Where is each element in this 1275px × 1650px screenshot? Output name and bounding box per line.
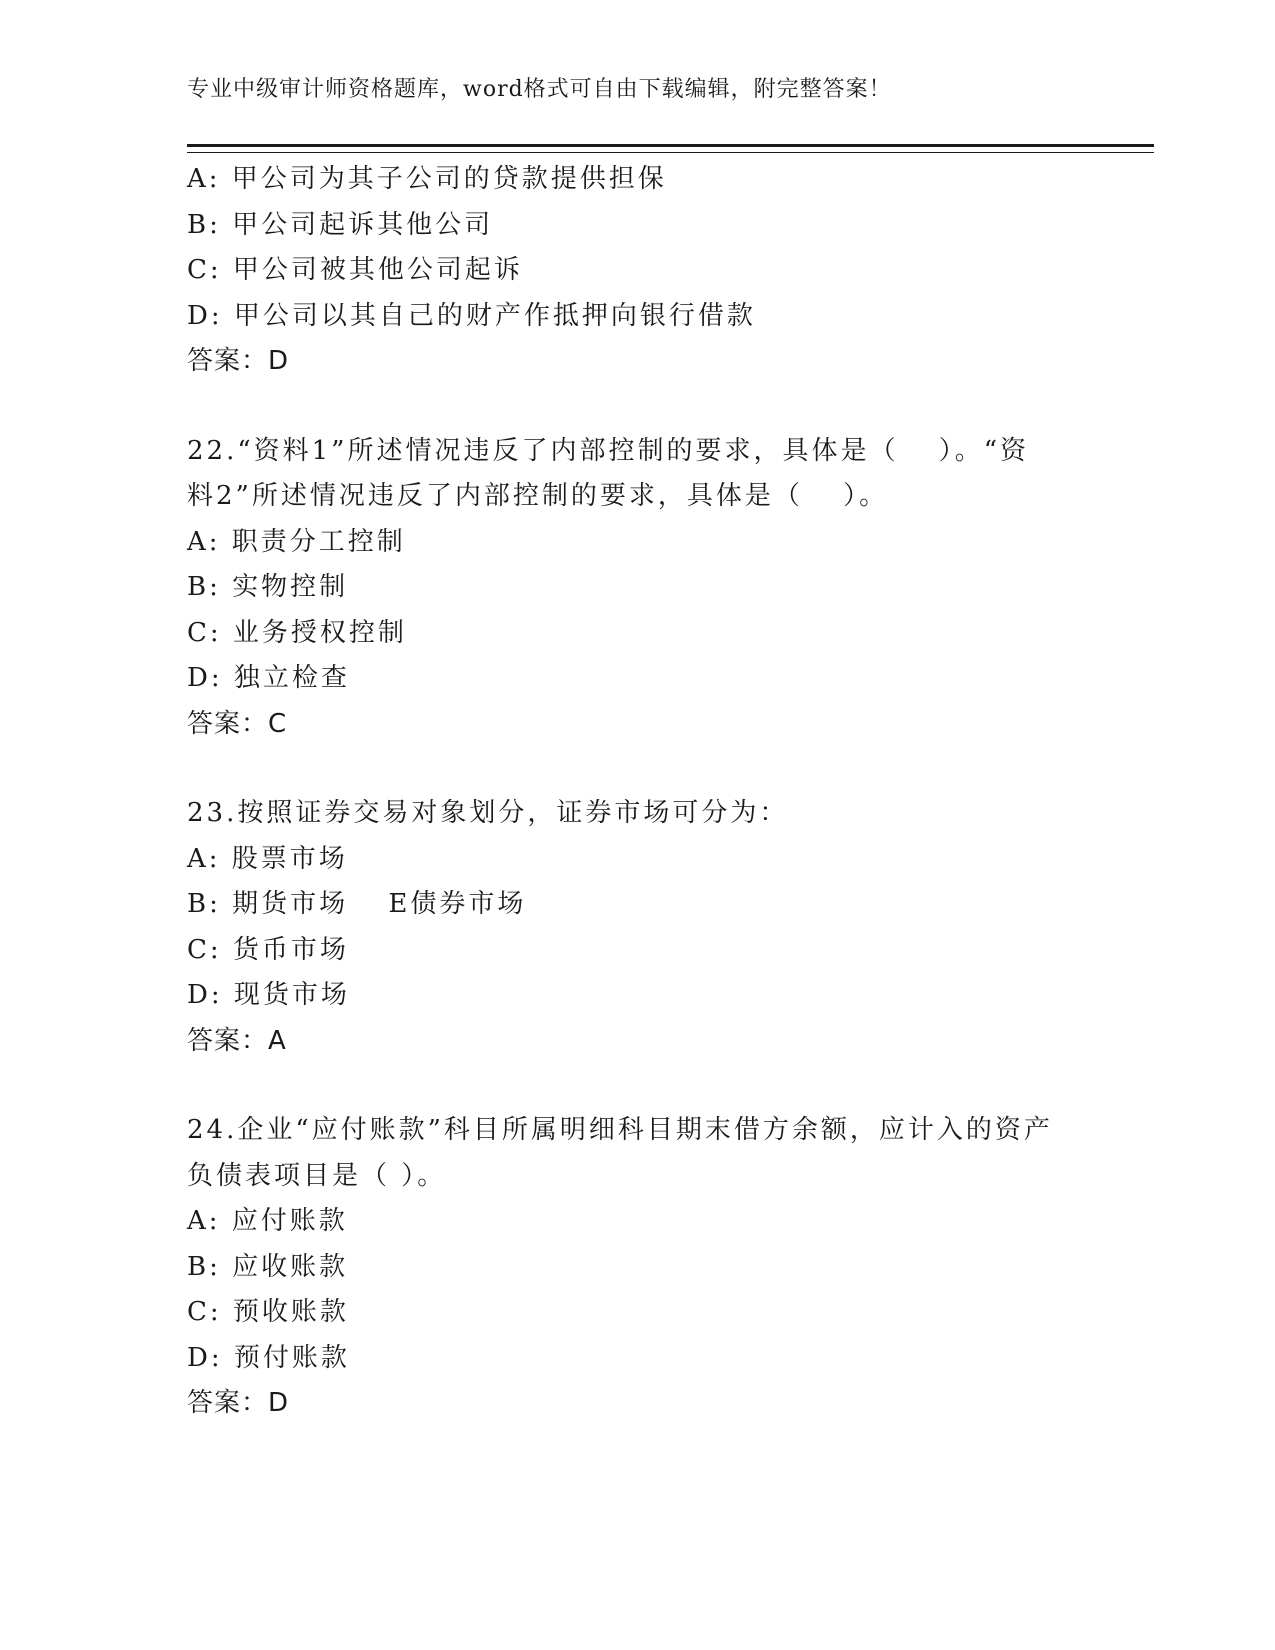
option-b: B: 实物控制 — [187, 572, 349, 602]
answer-line: 答案：D — [187, 346, 290, 376]
option-c: C: 预收账款 — [187, 1297, 349, 1327]
question-stem-line: 22.“资料1”所述情况违反了内部控制的要求，具体是（ ）。“资 — [187, 435, 1030, 466]
answer-line: 答案：C — [187, 708, 288, 739]
question-block-24 — [187, 1108, 1087, 1427]
answer-line: 答案：D — [187, 1388, 290, 1418]
option-d: D: 预付账款 — [187, 1342, 350, 1373]
question-stem-line: 负债表项目是（ ）。 — [187, 1160, 447, 1191]
option-a: A: 应付账款 — [187, 1206, 348, 1236]
option-c: C: 货币市场 — [187, 934, 349, 965]
question-stem-line: 24.企业“应付账款”科目所属明细科目期末借方余额，应计入的资产 — [187, 1115, 1053, 1145]
block-spacer — [187, 385, 1087, 429]
option-b: B: 甲公司起诉其他公司 — [187, 209, 494, 240]
question-block-continued — [187, 157, 1087, 385]
option-b: B: 期货市场 E债券市场 — [187, 889, 527, 919]
question-stem-line: 料2”所述情况违反了内部控制的要求，具体是（ ）。 — [187, 481, 889, 511]
block-spacer — [187, 1064, 1087, 1108]
option-b: B: 应收账款 — [187, 1251, 349, 1282]
option-a: A: 职责分工控制 — [187, 526, 406, 557]
header-divider — [187, 144, 1154, 153]
answer-line: 答案：A — [187, 1025, 287, 1056]
block-spacer — [187, 747, 1087, 791]
question-list — [187, 157, 1087, 1427]
option-d: D: 独立检查 — [187, 663, 350, 693]
option-d: D: 甲公司以其自己的财产作抵押向银行借款 — [187, 300, 756, 331]
question-block-22 — [187, 429, 1087, 748]
option-a: A: 甲公司为其子公司的贷款提供担保 — [187, 164, 667, 194]
option-c: C: 甲公司被其他公司起诉 — [187, 255, 523, 285]
question-stem-line: 23.按照证券交易对象划分，证券市场可分为： — [187, 798, 789, 828]
option-d: D: 现货市场 — [187, 980, 350, 1010]
page-header-text: 专业中级审计师资格题库，word格式可自由下载编辑，附完整答案！ — [187, 77, 892, 102]
option-c: C: 业务授权控制 — [187, 617, 407, 648]
question-block-23 — [187, 791, 1087, 1064]
option-a: A: 股票市场 — [187, 843, 348, 874]
